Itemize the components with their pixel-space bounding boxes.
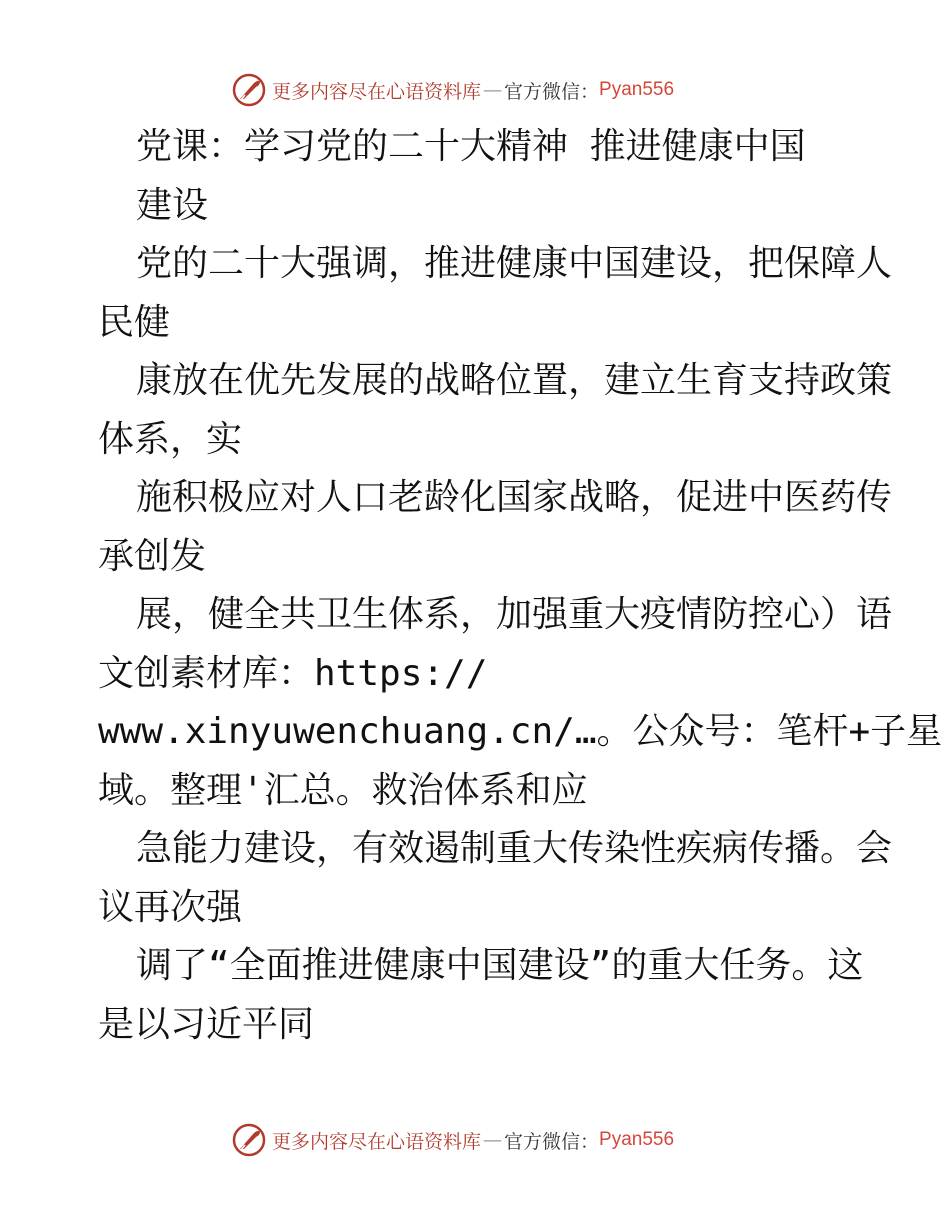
text-line: 展，健全共卫生体系，加强重大疫情防控心）语 [136,594,893,635]
header-banner [232,72,674,108]
text-line: 康放在优先发展的战略位置，建立生育支持政策 [136,360,893,401]
banner-main-text: 更多内容尽在心语资料库 [272,1130,482,1153]
quill-logo-icon [232,73,266,107]
text-line: 民健 [98,301,171,343]
banner-wechat-id: Pyan556 [599,1129,675,1150]
banner-dash: — [483,1129,503,1151]
text-line: 党的二十大强调，推进健康中国建设，把保障人 [136,243,893,284]
text-line: 议再次强 [98,886,243,928]
quill-logo-icon [232,1123,266,1157]
banner-main-text: 更多内容尽在心语资料库 [272,80,482,103]
text-line: 文创素材库：https:// [98,652,488,694]
text-line: 承创发 [98,535,207,577]
banner-wechat-id: Pyan556 [599,79,675,100]
banner-dash: — [483,79,503,101]
text-line: 党课：学习党的二十大精神 推进健康中国 [136,126,806,167]
text-line: 调了“全面推进健康中国建设”的重大任务。这 [136,945,864,986]
banner-wechat-label: 官方微信： [504,1130,600,1153]
document-body [98,118,943,1054]
text-line: 施积极应对人口老龄化国家战略，促进中医药传 [136,477,893,518]
text-line: 急能力建设，有效遏制重大传染性疾病传播。会 [136,828,893,869]
text-line: 是以习近平同 [98,1003,315,1045]
text-line: 域。整理'汇总。救治体系和应 [98,769,588,811]
banner-wechat-label: 官方微信： [504,80,600,103]
text-line: 建设 [136,184,209,226]
text-line: www.xinyuwenchuang.cn/…。公众号：笔杆+子星 [98,711,943,752]
text-line: 体系，实 [98,418,243,460]
footer-banner [232,1122,674,1158]
